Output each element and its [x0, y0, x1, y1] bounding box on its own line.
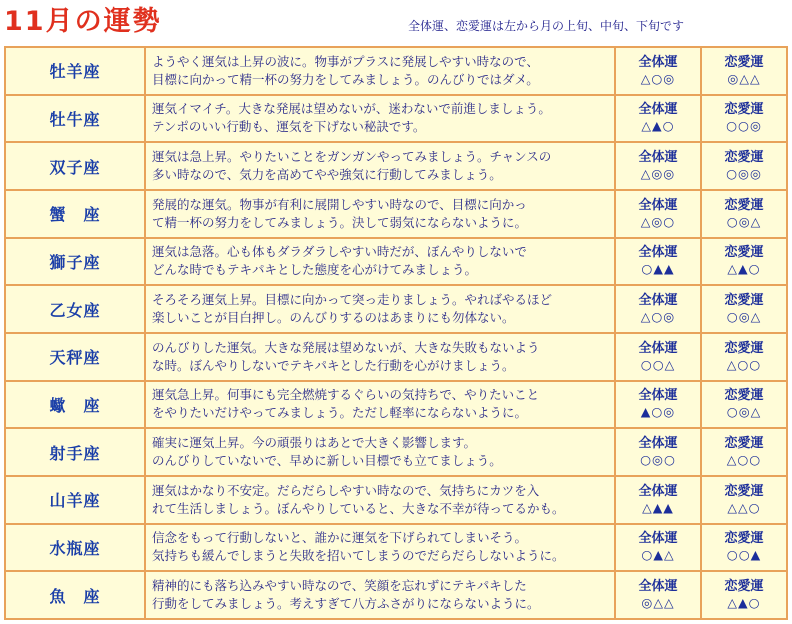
love-luck-label: 恋愛運	[724, 436, 764, 452]
table-row	[5, 381, 787, 429]
overall-luck-label: 全体運	[638, 388, 678, 404]
overall-luck-label: 全体運	[638, 483, 678, 499]
overall-luck-rating: △○◎	[640, 309, 676, 325]
overall-luck-label: 全体運	[638, 245, 678, 261]
description-line: 目標に向かって精一杯の努力をしてみましょう。のんびりではダメ。	[152, 71, 539, 87]
sign-name: 牡牛座	[5, 95, 145, 143]
love-luck-cell	[701, 571, 787, 619]
sign-name: 射手座	[5, 428, 145, 476]
overall-luck-cell	[615, 381, 701, 429]
love-luck-cell	[701, 285, 787, 333]
sign-name: 蠍 座	[5, 381, 145, 429]
love-luck-rating: ○○▲	[726, 547, 762, 563]
sign-name: 魚 座	[5, 571, 145, 619]
overall-luck-label: 全体運	[638, 197, 678, 213]
overall-luck-cell	[615, 190, 701, 238]
table-row	[5, 190, 787, 238]
table-row	[5, 95, 787, 143]
description-line: 精神的にも落ち込みやすい時なので、笑顔を忘れずにテキパキした	[152, 578, 527, 594]
love-luck-label: 恋愛運	[724, 102, 764, 118]
love-luck-rating: △○○	[726, 452, 762, 468]
overall-luck-label: 全体運	[638, 150, 678, 166]
fortune-description	[145, 428, 615, 476]
overall-luck-cell	[615, 95, 701, 143]
description-line: そろそろ運気上昇。目標に向かって突っ走りましょう。やればやるほど	[152, 292, 553, 308]
fortune-description	[145, 190, 615, 238]
love-luck-label: 恋愛運	[724, 531, 764, 547]
fortune-description	[145, 285, 615, 333]
love-luck-cell	[701, 190, 787, 238]
horoscope-table	[4, 46, 788, 620]
overall-luck-cell	[615, 571, 701, 619]
sign-name: 水瓶座	[5, 524, 145, 572]
overall-luck-rating: △○◎	[640, 70, 676, 86]
fortune-description	[145, 47, 615, 95]
overall-luck-label: 全体運	[638, 340, 678, 356]
love-luck-label: 恋愛運	[724, 54, 764, 70]
table-row	[5, 571, 787, 619]
description-line: 楽しいことが目白押し。のんびりするのはあまりにも勿体ない。	[152, 310, 515, 326]
overall-luck-rating: ○▲▲	[641, 261, 675, 277]
love-luck-cell	[701, 476, 787, 524]
love-luck-rating: ○◎△	[726, 309, 762, 325]
love-luck-cell	[701, 95, 787, 143]
love-luck-label: 恋愛運	[724, 579, 764, 595]
overall-luck-cell	[615, 476, 701, 524]
love-luck-rating: △△○	[727, 499, 761, 515]
description-line: 運気はかなり不安定。だらだらしやすい時なので、気持ちにカツを入	[152, 482, 540, 498]
overall-luck-rating: ▲○◎	[640, 404, 676, 420]
love-luck-label: 恋愛運	[724, 340, 764, 356]
description-line: どんな時でもテキパキとした態度を心がけてみましょう。	[152, 262, 478, 278]
overall-luck-cell	[615, 524, 701, 572]
sign-name: 獅子座	[5, 238, 145, 286]
description-line: れて生活しましょう。ぼんやりしていると、大きな不幸が待ってるかも。	[152, 500, 565, 516]
overall-luck-cell	[615, 285, 701, 333]
love-luck-label: 恋愛運	[724, 245, 764, 261]
table-row	[5, 47, 787, 95]
overall-luck-label: 全体運	[638, 102, 678, 118]
overall-luck-label: 全体運	[638, 54, 678, 70]
description-line: をやりたいだけやってみましょう。ただし軽率にならないように。	[152, 405, 528, 421]
overall-luck-rating: ◎△△	[641, 595, 675, 611]
love-luck-cell	[701, 428, 787, 476]
love-luck-cell	[701, 238, 787, 286]
description-line: 運気急上昇。何事にも完全燃焼するぐらいの気持ちで、やりたいこと	[152, 387, 540, 403]
fortune-description	[145, 381, 615, 429]
love-luck-rating: △▲○	[727, 261, 761, 277]
overall-luck-label: 全体運	[638, 579, 678, 595]
overall-luck-rating: △▲○	[641, 118, 675, 134]
description-line: ようやく運気は上昇の波に。物事がプラスに発展しやすい時なので、	[152, 53, 539, 69]
love-luck-label: 恋愛運	[724, 388, 764, 404]
love-luck-cell	[701, 381, 787, 429]
overall-luck-rating: △◎○	[640, 213, 676, 229]
overall-luck-rating: ○▲△	[641, 547, 675, 563]
description-line: て精一杯の努力をしてみましょう。決して弱気にならないように。	[152, 214, 528, 230]
overall-luck-cell	[615, 333, 701, 381]
overall-luck-label: 全体運	[638, 531, 678, 547]
fortune-description	[145, 571, 615, 619]
overall-luck-label: 全体運	[638, 436, 678, 452]
table-row	[5, 333, 787, 381]
sign-name: 乙女座	[5, 285, 145, 333]
fortune-description	[145, 524, 615, 572]
sign-name: 双子座	[5, 142, 145, 190]
description-line: のんびりした運気。大きな発展は望めないが、大きな失敗もないよう	[152, 339, 540, 355]
overall-luck-rating: ○◎○	[640, 452, 676, 468]
overall-luck-cell	[615, 428, 701, 476]
overall-luck-label: 全体運	[638, 293, 678, 309]
description-line: 信念をもって行動しないと、誰かに運気を下げられてしまいそう。	[152, 530, 528, 546]
table-row	[5, 428, 787, 476]
sign-name: 蟹 座	[5, 190, 145, 238]
page-title: 11月の運勢	[4, 6, 162, 37]
love-luck-rating: ◎△△	[727, 70, 761, 86]
fortune-description	[145, 476, 615, 524]
description-line: 運気は急上昇。やりたいことをガンガンやってみましょう。チャンスの	[152, 149, 552, 165]
table-row	[5, 238, 787, 286]
fortune-description	[145, 238, 615, 286]
love-luck-cell	[701, 142, 787, 190]
love-luck-label: 恋愛運	[724, 293, 764, 309]
legend-note: 全体運、恋愛運は左から月の上旬、中旬、下旬です	[408, 19, 685, 33]
description-line: 気持ちも緩んでしまうと失敗を招いてしまうのでだらだらしないように。	[152, 548, 565, 564]
overall-luck-rating: ○○△	[640, 356, 676, 372]
table-row	[5, 142, 787, 190]
description-line: テンポのいい行動も、運気を下げない秘訣です。	[152, 119, 426, 135]
love-luck-rating: ○◎△	[726, 404, 762, 420]
description-line: な時。ぼんやりしないでテキパキとした行動を心がけましょう。	[152, 357, 515, 373]
love-luck-rating: ○◎◎	[726, 166, 762, 182]
overall-luck-rating: △◎◎	[640, 166, 676, 182]
description-line: 運気は急落。心も体もダラダラしやすい時だが、ぼんやりしないで	[152, 244, 527, 260]
sign-name: 天秤座	[5, 333, 145, 381]
overall-luck-cell	[615, 238, 701, 286]
overall-luck-cell	[615, 47, 701, 95]
description-line: 確実に運気上昇。今の頑張りはあとで大きく影響します。	[152, 435, 477, 451]
love-luck-rating: △○○	[726, 356, 762, 372]
love-luck-cell	[701, 47, 787, 95]
description-line: のんびりしていないで、早めに新しい目標でも立てましょう。	[152, 453, 502, 469]
love-luck-cell	[701, 524, 787, 572]
sign-name: 牡羊座	[5, 47, 145, 95]
love-luck-cell	[701, 333, 787, 381]
love-luck-label: 恋愛運	[724, 483, 764, 499]
fortune-description	[145, 142, 615, 190]
description-line: 運気イマイチ。大きな発展は望めないが、迷わないで前進しましょう。	[152, 101, 551, 117]
fortune-description	[145, 95, 615, 143]
fortune-description	[145, 333, 615, 381]
table-row	[5, 285, 787, 333]
love-luck-rating: ○◎△	[726, 213, 762, 229]
overall-luck-cell	[615, 142, 701, 190]
table-row	[5, 476, 787, 524]
sign-name: 山羊座	[5, 476, 145, 524]
description-line: 行動をしてみましょう。考えすぎて八方ふさがりにならないように。	[152, 596, 540, 612]
description-line: 発展的な運気。物事が有利に展開しやすい時なので、目標に向かっ	[152, 196, 527, 212]
love-luck-label: 恋愛運	[724, 150, 764, 166]
love-luck-rating: △▲○	[727, 595, 761, 611]
love-luck-label: 恋愛運	[724, 197, 764, 213]
table-row	[5, 524, 787, 572]
love-luck-rating: ○○◎	[726, 118, 762, 134]
description-line: 多い時なので、気力を高めてやや強気に行動してみましょう。	[152, 167, 502, 183]
overall-luck-rating: △▲▲	[642, 499, 674, 515]
